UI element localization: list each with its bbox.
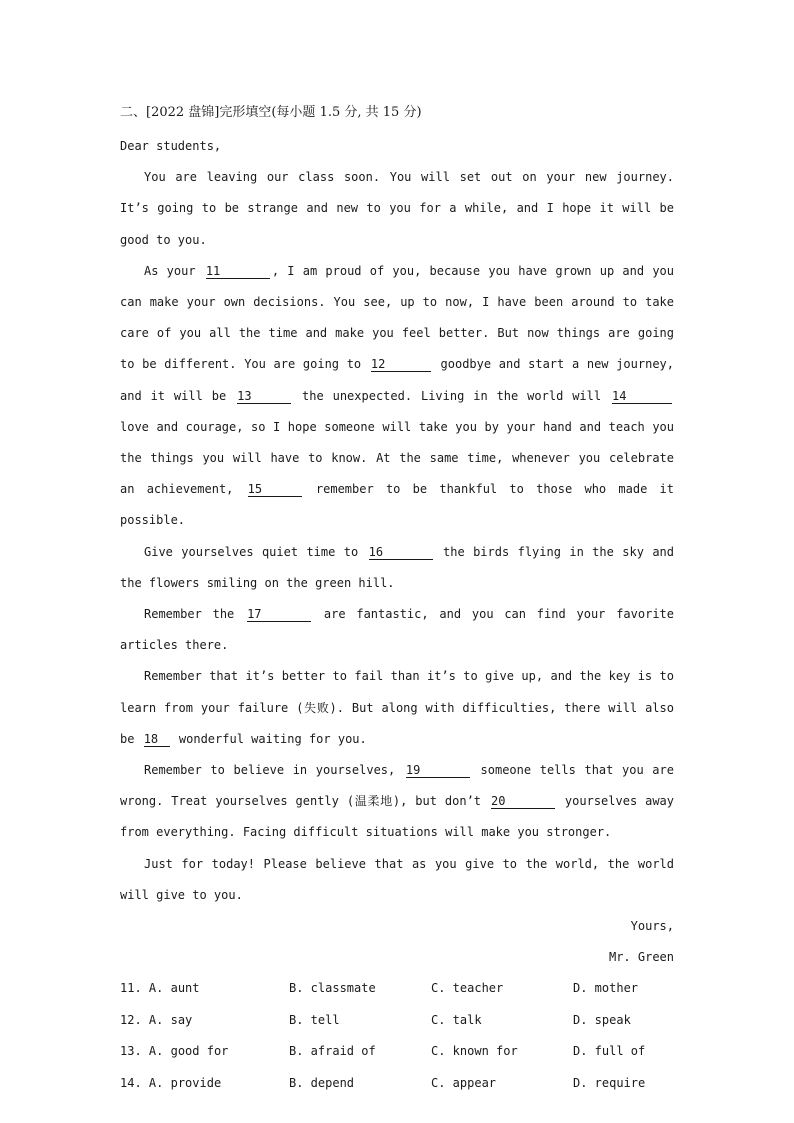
option-b: B. depend	[289, 1075, 355, 1090]
option-a: A. provide	[148, 1075, 222, 1090]
question-number: 11.	[120, 981, 142, 996]
blank-16: 16	[369, 545, 433, 560]
text: Remember that it’s better to fail than it’s to give up, and the key is to learn from your failure (失败). But along with difficulties, there will also be	[120, 669, 674, 746]
text: love and courage, so I hope someone will take you by your hand and teach you the things you will have to know. At the same time, whenever you celebrate an achievement,	[120, 419, 674, 497]
text: the unexpected. Living in the world will	[293, 388, 611, 403]
letter-signature: Mr. Green	[608, 950, 674, 965]
question-option-a	[120, 973, 289, 1004]
option-c: C. talk	[431, 1012, 482, 1027]
question-row	[120, 1005, 674, 1036]
question-option-a	[120, 1036, 289, 1067]
option-a: A. aunt	[148, 981, 200, 996]
text: someone tells that you are wrong. Treat yourselves gently (温柔地), but don’t	[120, 763, 674, 809]
paragraph-6	[120, 755, 674, 849]
paragraph-1: You are leaving our class soon. You will set out on your new journey. It’s going to be strange and new to you for a while, and I hope it will be good to you.	[120, 170, 674, 247]
paragraph-5	[120, 661, 674, 755]
blank-14: 14	[612, 389, 672, 404]
blank-15: 15	[248, 482, 302, 497]
text: Remember to believe in yourselves,	[144, 763, 404, 778]
text: remember to be thankful to those who made it possible.	[120, 482, 675, 528]
text: are fantastic, and you can find your favorite articles there.	[120, 607, 674, 653]
option-c: C. appear	[431, 1075, 497, 1090]
question-row	[120, 1068, 674, 1099]
blank-12: 12	[371, 357, 431, 372]
blank-20: 20	[491, 794, 555, 809]
text: As your	[144, 263, 204, 278]
paragraph-2	[120, 256, 674, 537]
blank-17: 17	[247, 607, 311, 622]
question-row	[120, 973, 674, 1004]
document-page	[120, 100, 674, 1099]
option-a: A. say	[148, 1012, 193, 1027]
option-c: C. teacher	[431, 981, 504, 996]
text: yourselves away from everything. Facing difficult situations will make you stronger.	[120, 794, 675, 840]
option-b: B. tell	[289, 1012, 340, 1027]
blank-18: 18	[144, 732, 170, 747]
question-number: 13.	[120, 1044, 142, 1059]
answer-options	[120, 973, 674, 1099]
option-d: D. full of	[573, 1044, 646, 1059]
option-d: D. speak	[573, 1012, 631, 1027]
text: Remember the	[144, 607, 246, 622]
letter-closing: Yours,	[630, 919, 674, 934]
text: Give yourselves quiet time to	[144, 544, 367, 559]
text: , I am proud of you, because you have grown up and you can make your own decisions. You see, up to now, I have been around to take care of you all the time and make you feel better. But now things are going to be different. You are going to	[120, 263, 674, 372]
question-option-a	[120, 1005, 289, 1036]
option-d: D. require	[573, 1075, 646, 1090]
question-option-a	[120, 1068, 289, 1099]
question-number: 14.	[120, 1075, 142, 1090]
letter-greeting: Dear students,	[120, 139, 222, 153]
text: goodbye and start a new journey, and it will be	[120, 357, 674, 403]
text: the birds flying in the sky and the flowers smiling on the green hill.	[120, 544, 674, 590]
paragraph-3	[120, 537, 674, 599]
paragraph-7: Just for today! Please believe that as you give to the world, the world will give to you.	[120, 856, 674, 902]
text: wonderful waiting for you.	[171, 731, 367, 746]
blank-19: 19	[406, 763, 470, 778]
option-a: A. good for	[148, 1044, 229, 1059]
option-b: B. classmate	[289, 981, 376, 996]
section-title: 二、[2022 盘锦]完形填空(每小题 1.5 分, 共 15 分)	[120, 105, 422, 120]
question-number: 12.	[120, 1012, 142, 1027]
option-d: D. mother	[573, 981, 639, 996]
blank-13: 13	[237, 389, 291, 404]
option-c: C. known for	[431, 1044, 518, 1059]
option-b: B. afraid of	[289, 1044, 376, 1059]
paragraph-4	[120, 599, 674, 661]
blank-11: 11	[206, 264, 270, 279]
question-row	[120, 1036, 674, 1067]
